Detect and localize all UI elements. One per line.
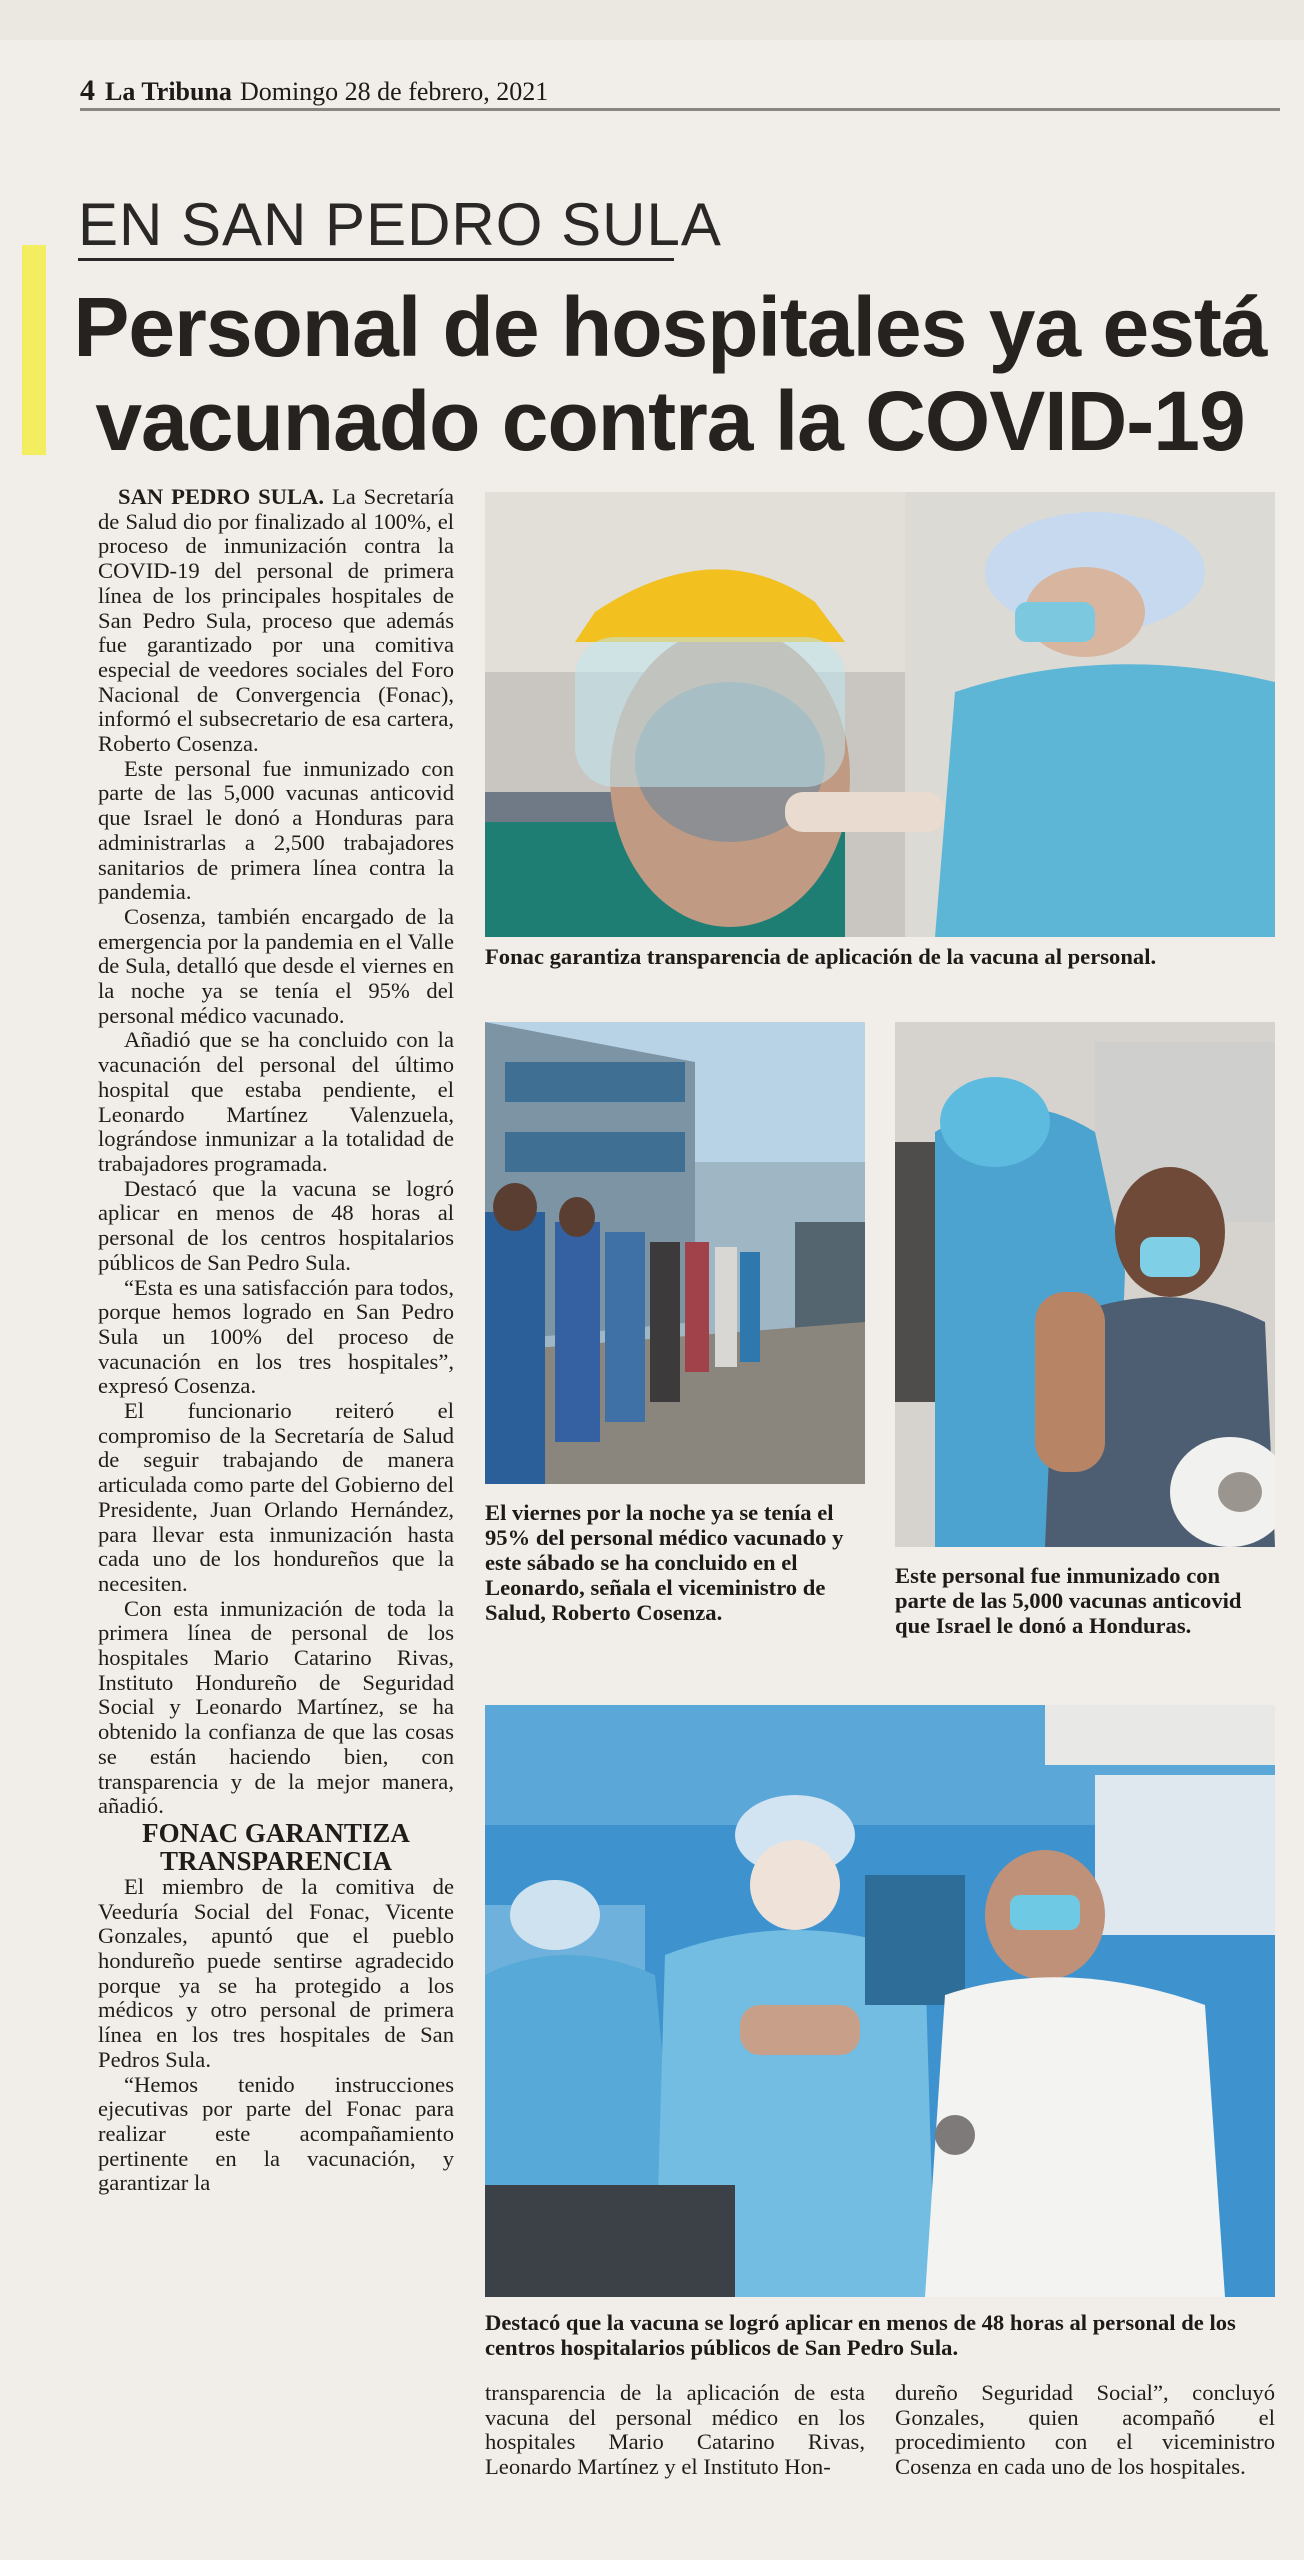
article-paragraph: Con esta inmunización de toda la primera línea de personal de los hospitales Mario Catarino Rivas, Instituto Hondureño de Seguridad Social y Leonardo Martínez, se ha obtenido la confianza de que las cosas se están haciendo bien, con transparencia y de la mejor manera, añadió. [98, 1595, 454, 1819]
publication-date: Domingo 28 de febrero, 2021 [239, 77, 549, 106]
article-paragraph: “Esta es una satisfacción para todos, porque hemos logrado en San Pedro Sula un 100% del proceso de vacunación en los tres hospitales”, expresó Cosenza. [98, 1274, 454, 1399]
photo-caption: Fonac garantiza transparencia de aplicación de la vacuna al personal. [485, 944, 1157, 969]
article-paragraph: El miembro de la comitiva de Veeduría Social del Fonac, Vicente Gonzales, apuntó que el pueblo hondureño puede sentirse agradecido porque ya se ha protegido a los médicos y otro personal de primera línea en los tres hospitales de San Pedros Sula. [98, 1873, 454, 2072]
publication-name: La Tribuna [105, 77, 232, 106]
article-headline: Personal de hospitales ya está vacunado contra la COVID-19 [73, 280, 1267, 468]
article-paragraph: SAN PEDRO SULA. La Secretaría de Salud dio por finalizado al 100%, el proceso de inmunización contra la COVID-19 del personal de primera línea de los principales hospitales de San Pedro Sula, proceso que además fue garantizado por una comitiva especial de veedores sociales del Foro Nacional de Convergencia (Fonac), informó el subsecretario de esa cartera, Roberto Cosenza. [98, 484, 454, 757]
article-paragraph: “Hemos tenido instrucciones ejecutivas por parte del Fonac para realizar este acompañamiento pertinente en la vacunación, y garantizar la [98, 2071, 454, 2196]
article-paragraph: Este personal fue inmunizado con parte de las 5,000 vacunas anticovid que Israel le donó a Honduras para administrarlas a 2,500 trabajadores sanitarios de primera línea contra la pandemia. [98, 755, 454, 905]
photo-vaccine-preparation [485, 1705, 1275, 2297]
photo-caption: Destacó que la vacuna se logró aplicar en menos de 48 horas al personal de los centros hospitalarios públicos de San Pedro Sula. [485, 2310, 1236, 2360]
article-paragraph: dureño Seguridad Social”, concluyó Gonzales, quien acompañó el procedimiento con el viceministro Cosenza en cada uno de los hospitales. [895, 2380, 1275, 2480]
kicker-underline [78, 258, 674, 261]
photo-vaccination-face-shield [485, 492, 1275, 937]
article-paragraph: Destacó que la vacuna se logró aplicar en menos de 48 horas al personal de los centros hospitalarios públicos de San Pedro Sula. [98, 1175, 454, 1275]
photo-caption: El viernes por la noche ya se tenía el 95% del personal médico vacunado y este sábado se ha concluido en el Leonardo, señala el viceministro de Salud, Roberto Cosenza. [485, 1500, 844, 1625]
article-subhead: FONAC GARANTIZA TRANSPARENCIA [142, 1817, 410, 1876]
page-top-strip [0, 0, 1304, 40]
photo-caption: Este personal fue inmunizado con parte de las 5,000 vacunas anticovid que Israel le donó a Honduras. [895, 1563, 1242, 1638]
page-number: 4 [80, 74, 95, 107]
article-paragraph: Añadió que se ha concluido con la vacunación del personal del último hospital que estaba pendiente, el Leonardo Martínez Valenzuela, lográndose inmunizar a la totalidad de trabajadores programada. [98, 1027, 454, 1176]
article-paragraph: transparencia de la aplicación de esta vacuna del personal médico en los hospitales Mario Catarino Rivas, Leonardo Martínez y el Instituto Hon- [485, 2380, 865, 2480]
article-paragraph: Cosenza, también encargado de la emergencia por la pandemia en el Valle de Sula, detalló que desde el viernes en la noche ya se tenía el 95% del personal médico vacunado. [98, 903, 454, 1028]
article-kicker: EN SAN PEDRO SULA [78, 191, 722, 258]
article-continuation-column [485, 2381, 865, 2480]
article-dateline: SAN PEDRO SULA. [118, 484, 325, 509]
page-header [80, 74, 548, 108]
highlighter-mark [22, 245, 46, 455]
header-rule [80, 108, 1280, 111]
photo-nurse-vaccinating-worker [895, 1022, 1275, 1547]
photo-queue-hospital [485, 1022, 865, 1484]
article-continuation-column [895, 2381, 1275, 2480]
article-body-column [98, 485, 454, 2196]
article-paragraph: El funcionario reiteró el compromiso de la Secretaría de Salud de seguir trabajando de manera articulada como parte del Gobierno del Presidente, Juan Orlando Hernández, para llevar esta inmunización hasta cada uno de los hondureños que la necesiten. [98, 1398, 454, 1596]
